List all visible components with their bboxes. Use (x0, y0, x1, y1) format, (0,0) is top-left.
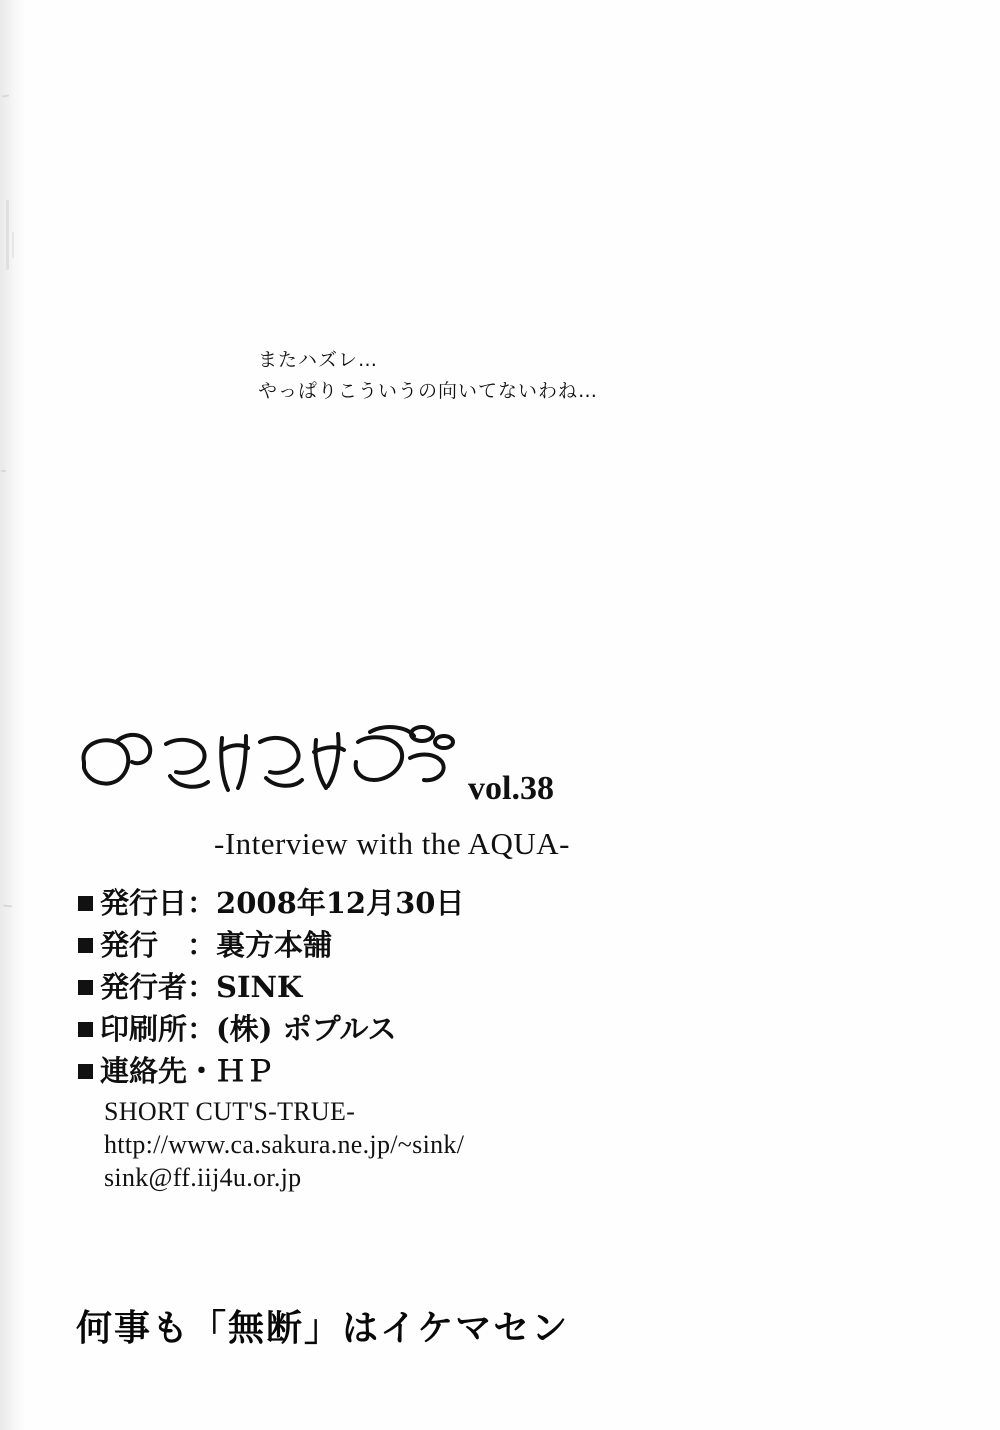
colophon-value: SINK (216, 970, 303, 1004)
scan-artifact (3, 905, 12, 908)
scan-artifact (6, 200, 9, 270)
bullet-square-icon (78, 980, 93, 995)
dialogue-line-1: またハズレ… (258, 349, 379, 371)
colophon-label: 連絡先・ＨＰ (100, 1054, 275, 1088)
dialogue-line-2: やっぱりこういうの向いてないわね… (258, 380, 599, 402)
colophon-value: 裏方本舗 (216, 928, 333, 962)
dialogue-text (258, 345, 598, 407)
bullet-square-icon (78, 1022, 93, 1037)
colophon-label: 発行 (100, 928, 159, 962)
colophon-value: 2008年12月30日 (216, 886, 465, 920)
contact-block (104, 1095, 464, 1194)
colophon-label: 発行者 (100, 970, 188, 1004)
copyright-notice: 何事も「無断」はイケマセン (76, 1308, 570, 1349)
bullet-square-icon (78, 1064, 93, 1079)
colophon-row (78, 1008, 778, 1050)
bullet-square-icon (78, 896, 93, 911)
colophon-list (78, 882, 778, 1092)
colophon-row (78, 924, 778, 966)
logo-wordmark-icon (70, 718, 500, 814)
title-logo (70, 718, 710, 814)
website-url[interactable]: http://www.ca.sakura.ne.jp/~sink/ (104, 1130, 465, 1159)
colophon-separator: ： (158, 928, 217, 962)
bullet-square-icon (78, 938, 93, 953)
paper-edge-shading (0, 0, 26, 1430)
colophon-label: 印刷所 (100, 1012, 188, 1046)
subtitle: -Interview with the AQUA- (214, 826, 570, 861)
colophon-row (78, 966, 778, 1008)
colophon-row (78, 1050, 778, 1092)
scan-artifact (2, 95, 9, 98)
colophon-row (78, 882, 778, 924)
colophon-separator: ： (187, 886, 217, 920)
colophon-label: 発行日 (100, 886, 188, 920)
email-address[interactable]: sink@ff.iij4u.or.jp (104, 1163, 302, 1192)
colophon-separator: ： (187, 1012, 217, 1046)
volume-number: vol.38 (468, 770, 554, 807)
scan-artifact (12, 232, 14, 258)
colophon-separator: ： (187, 970, 217, 1004)
colophon-value: (株) ポプルス (216, 1012, 397, 1046)
scan-artifact (1, 470, 6, 472)
circle-name: SHORT CUT'S-TRUE- (104, 1097, 356, 1126)
